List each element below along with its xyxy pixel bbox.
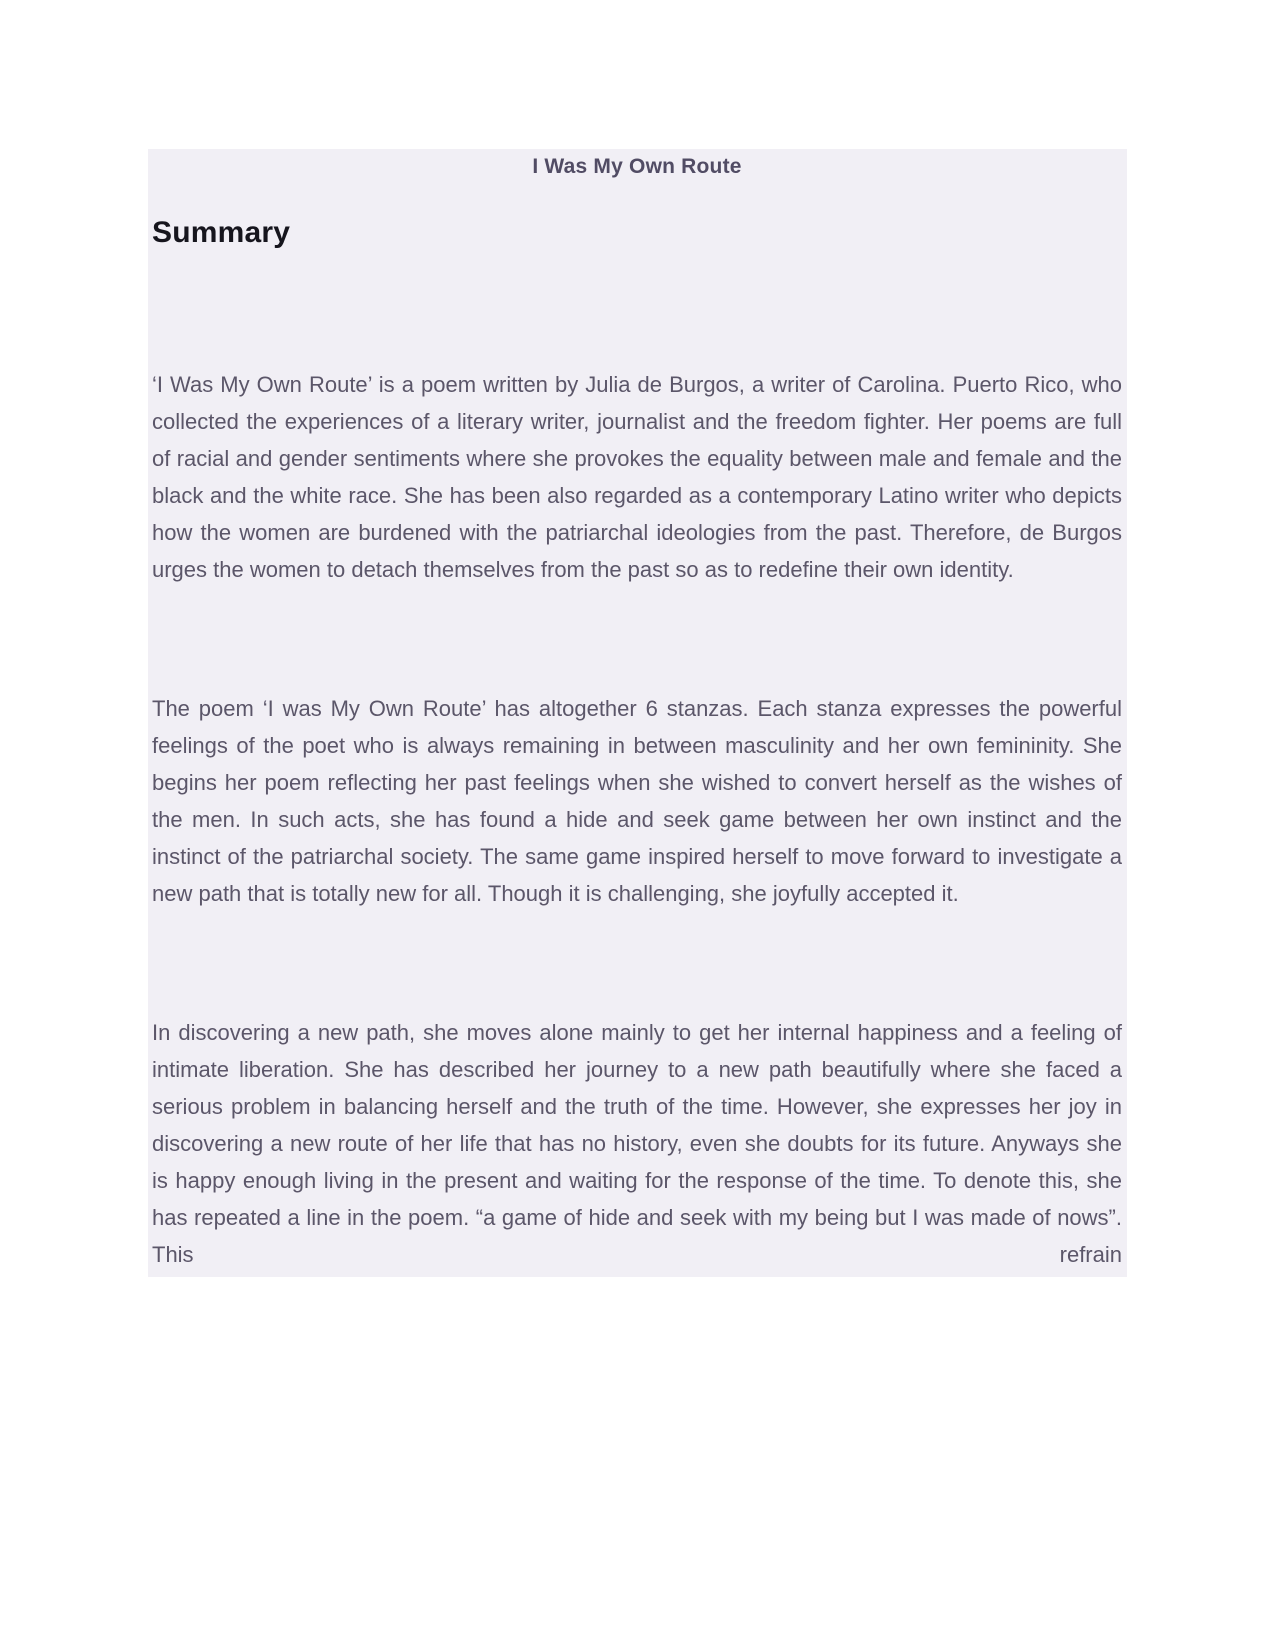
summary-heading: Summary (152, 216, 291, 249)
document-title: I Was My Own Route (532, 155, 742, 178)
summary-paragraph-1: ‘I Was My Own Route’ is a poem written by Julia de Burgos, a writer of Carolina. Puerto Rico, who collected the experiences of a literary writer, journalist and the freedom fighter. Her poems are full of racial and gender sentiments where she provokes the equality between male and female and the black and the white race. She has been also regarded as a contemporary Latino writer who depicts how the women are burdened with the patriarchal ideologies from the past. Therefore, de Burgos urges the women to detach themselves from the past so as to redefine their own identity. (152, 372, 1122, 582)
summary-paragraph-3: In discovering a new path, she moves alone mainly to get her internal happiness and a feeling of intimate liberation. She has described her journey to a new path beautifully where she faced a serious problem in balancing herself and the truth of the time. However, she expresses her joy in discovering a new route of her life that has no history, even she doubts for its future. Anyways she is happy enough living in the present and waiting for the response of the time. To denote this, she has repeated a line in the poem. “a game of hide and seek with my being but I was made of nows”. This refrain (152, 1020, 1122, 1267)
document-content-block (148, 149, 1127, 1277)
summary-paragraph-2: The poem ‘I was My Own Route’ has altogether 6 stanzas. Each stanza expresses the powerful feelings of the poet who is always remaining in between masculinity and her own femininity. She begins her poem reflecting her past feelings when she wished to convert herself as the wishes of the men. In such acts, she has found a hide and seek game between her own instinct and the instinct of the patriarchal society. The same game inspired herself to move forward to investigate a new path that is totally new for all. Though it is challenging, she joyfully accepted it. (152, 696, 1122, 906)
